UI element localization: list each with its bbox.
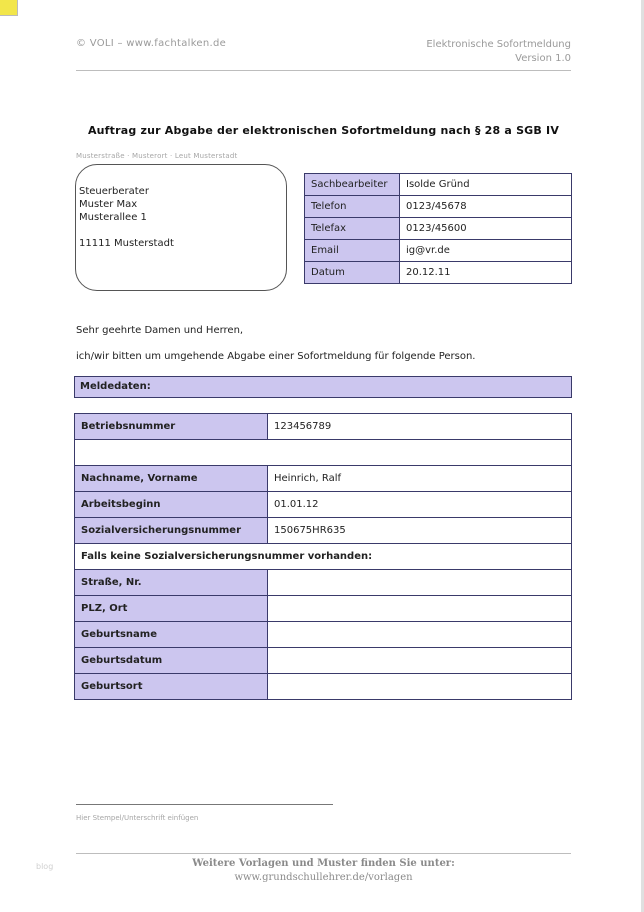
table-row [75,674,572,700]
contact-row [305,218,572,240]
header-right [426,38,571,66]
meldedaten-table [74,413,572,700]
arbeitsbeginn-value: 01.01.12 [268,492,572,518]
header-right-line2: Version 1.0 [515,53,571,64]
geburtsname-label: Geburtsname [75,622,268,648]
section-title-bar: Meldedaten: [74,376,572,398]
address-line-3: Musterallee 1 [79,212,147,223]
intro-text: ich/wir bitten um umgehende Abgabe einer Sofortmeldung für folgende Person. [76,351,476,362]
geburtsname-value [268,622,572,648]
contact-row [305,262,572,284]
contact-label: Datum [305,262,400,284]
plz-value [268,596,572,622]
table-row [75,466,572,492]
table-row [75,414,572,440]
sender-line: Musterstraße · Musterort · Leut Musterstadt [76,152,238,160]
header-right-line1: Elektronische Sofortmeldung [426,39,571,50]
geburtsdatum-label: Geburtsdatum [75,648,268,674]
plz-label: PLZ, Ort [75,596,268,622]
page-corner-marker [0,0,18,16]
name-label: Nachname, Vorname [75,466,268,492]
strasse-value [268,570,572,596]
footer-line-1: Weitere Vorlagen und Muster finden Sie unter: [192,858,455,869]
contact-value: 0123/45678 [400,196,572,218]
contact-table [304,173,572,284]
contact-label: Telefax [305,218,400,240]
address-line-1: Steuerberater [79,186,149,197]
footnote-rule [76,804,333,805]
address-line-4: 11111 Musterstadt [79,238,174,249]
falls-note: Falls keine Sozialversicherungsnummer vorhanden: [75,544,572,570]
table-row-note [75,544,572,570]
contact-label: Sachbearbeiter [305,174,400,196]
strasse-label: Straße, Nr. [75,570,268,596]
contact-row [305,196,572,218]
empty-cell [75,440,572,466]
table-row [75,518,572,544]
geburtsdatum-value [268,648,572,674]
table-row [75,570,572,596]
header-rule [76,70,571,71]
footnote-text: Hier Stempel/Unterschrift einfügen [76,814,199,822]
contact-value: ig@vr.de [400,240,572,262]
address-box [75,164,287,291]
table-row-empty [75,440,572,466]
contact-value: 20.12.11 [400,262,572,284]
table-row [75,492,572,518]
arbeitsbeginn-label: Arbeitsbeginn [75,492,268,518]
address-line-2: Muster Max [79,199,138,210]
geburtsort-value [268,674,572,700]
footer-rule [76,853,571,854]
svnr-value: 150675HR635 [268,518,572,544]
geburtsort-label: Geburtsort [75,674,268,700]
betriebsnummer-value: 123456789 [268,414,572,440]
svnr-label: Sozialversicherungsnummer [75,518,268,544]
contact-label: Telefon [305,196,400,218]
table-row [75,648,572,674]
header-left: © VOLI – www.fachtalken.de [76,38,227,49]
betriebsnummer-label: Betriebsnummer [75,414,268,440]
table-row [75,596,572,622]
name-value: Heinrich, Ralf [268,466,572,492]
contact-label: Email [305,240,400,262]
contact-value: 0123/45600 [400,218,572,240]
contact-value: Isolde Gründ [400,174,572,196]
contact-row [305,240,572,262]
greeting: Sehr geehrte Damen und Herren, [76,325,244,336]
contact-row [305,174,572,196]
table-row [75,622,572,648]
document-title: Auftrag zur Abgabe der elektronischen Sofortmeldung nach § 28 a SGB IV [87,124,560,137]
watermark: blog [36,862,54,871]
footer-link[interactable]: www.grundschullehrer.de/vorlagen [234,872,413,883]
